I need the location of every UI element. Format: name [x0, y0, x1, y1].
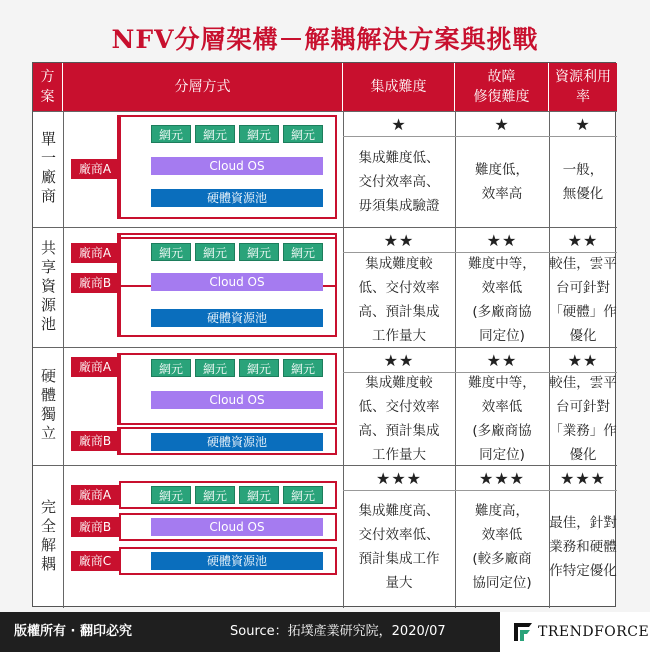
cloud-os-bar: Cloud OS [151, 157, 323, 175]
footer-bar [0, 612, 650, 652]
resource-text: 最佳，針對 業務和硬體 作特定優化 [549, 515, 617, 579]
row-name: 單一廠商 [39, 131, 57, 207]
network-function-box: 網元 [239, 125, 279, 143]
resource-stars: ★★★ [559, 468, 607, 488]
integration-stars: ★★★ [375, 468, 423, 488]
network-function-box: 網元 [195, 243, 235, 261]
resource-text: 較佳，雲平 台可針對 「硬體」作 優化 [549, 256, 617, 344]
vendor-b-label: 廠商B [71, 273, 119, 293]
network-function-box: 網元 [239, 243, 279, 261]
header-integration: 集成難度 [343, 63, 455, 111]
layer-diagram-shared-pool [63, 227, 343, 347]
network-function-box: 網元 [283, 243, 323, 261]
hardware-pool-bar: 硬體資源池 [151, 552, 323, 570]
row-name: 硬體獨立 [39, 368, 57, 444]
vendor-a-label: 廠商A [71, 357, 119, 377]
fault-text: 難度高， 效率低 (較多廠商 協同定位) [472, 503, 532, 591]
row-name: 共享資源池 [39, 239, 57, 335]
network-function-box: 網元 [283, 359, 323, 377]
trendforce-logo [500, 612, 650, 652]
layer-diagram-fully-decoupled [63, 465, 343, 608]
network-function-box: 網元 [151, 486, 191, 504]
vendor-b-label: 廠商B [71, 517, 119, 537]
row-name: 完全解耦 [39, 498, 57, 575]
header-resource: 資源利用率 [549, 63, 617, 111]
fault-stars: ★★ [486, 350, 518, 370]
network-function-box: 網元 [283, 125, 323, 143]
fault-text: 難度中等， 效率低 (多廠商協 同定位) [468, 256, 536, 344]
comparison-table [32, 62, 616, 607]
cloud-os-bar: Cloud OS [151, 391, 323, 409]
vendor-a-label: 廠商A [71, 159, 119, 179]
network-function-box: 網元 [151, 359, 191, 377]
layer-diagram-hardware-independent [63, 347, 343, 465]
fault-text: 難度中等， 效率低 (多廠商協 同定位) [468, 375, 536, 463]
integration-text: 集成難度高、 交付效率低、 預計集成工作 量大 [358, 503, 440, 591]
layer-diagram-single-vendor [63, 111, 343, 227]
copyright-notice: 版權所有 · 翻印必究 [14, 624, 132, 639]
vendor-a-label: 廠商A [71, 243, 119, 263]
vendor-a-label: 廠商A [71, 485, 119, 505]
integration-text: 集成難度低、 交付效率高、 毋須集成驗證 [358, 150, 440, 214]
integration-stars: ★★ [383, 350, 415, 370]
network-function-box: 網元 [239, 359, 279, 377]
header-fault: 故障 修復難度 [455, 63, 549, 111]
network-function-box: 網元 [283, 486, 323, 504]
header-scheme: 方 案 [33, 63, 63, 111]
network-function-box: 網元 [195, 359, 235, 377]
cloud-os-bar: Cloud OS [151, 273, 323, 291]
integration-text: 集成難度較 低、交付效率 高、預計集成 工作量大 [358, 256, 440, 344]
fault-stars: ★★ [486, 230, 518, 250]
network-function-box: 網元 [151, 125, 191, 143]
vendor-c-label: 廠商C [71, 551, 119, 571]
trendforce-logo-icon [512, 621, 534, 643]
resource-text: 較佳，雲平 台可針對 「業務」作 優化 [549, 375, 617, 463]
source-note: Source：拓墣產業研究院，2020/07 [230, 624, 446, 639]
hardware-pool-bar: 硬體資源池 [151, 433, 323, 451]
fault-text: 難度低， 效率高 [475, 162, 529, 202]
fault-stars: ★ [494, 114, 510, 134]
integration-text: 集成難度較 低、交付效率 高、預計集成 工作量大 [358, 375, 440, 463]
network-function-box: 網元 [195, 125, 235, 143]
hardware-pool-bar: 硬體資源池 [151, 309, 323, 327]
network-function-box: 網元 [151, 243, 191, 261]
resource-stars: ★★ [567, 230, 599, 250]
page-title: NFV分層架構－解耦解決方案與挑戰 [111, 25, 539, 54]
hardware-pool-bar: 硬體資源池 [151, 189, 323, 207]
cloud-os-bar: Cloud OS [151, 518, 323, 536]
resource-stars: ★ [575, 114, 591, 134]
resource-text: 一般， 無優化 [562, 162, 604, 202]
integration-stars: ★ [391, 114, 407, 134]
trendforce-wordmark: TRENDFORCE [538, 624, 650, 640]
header-layering: 分層方式 [63, 63, 343, 111]
network-function-box: 網元 [239, 486, 279, 504]
resource-stars: ★★ [567, 350, 599, 370]
vendor-b-label: 廠商B [71, 431, 119, 451]
fault-stars: ★★★ [478, 468, 526, 488]
integration-stars: ★★ [383, 230, 415, 250]
network-function-box: 網元 [195, 486, 235, 504]
